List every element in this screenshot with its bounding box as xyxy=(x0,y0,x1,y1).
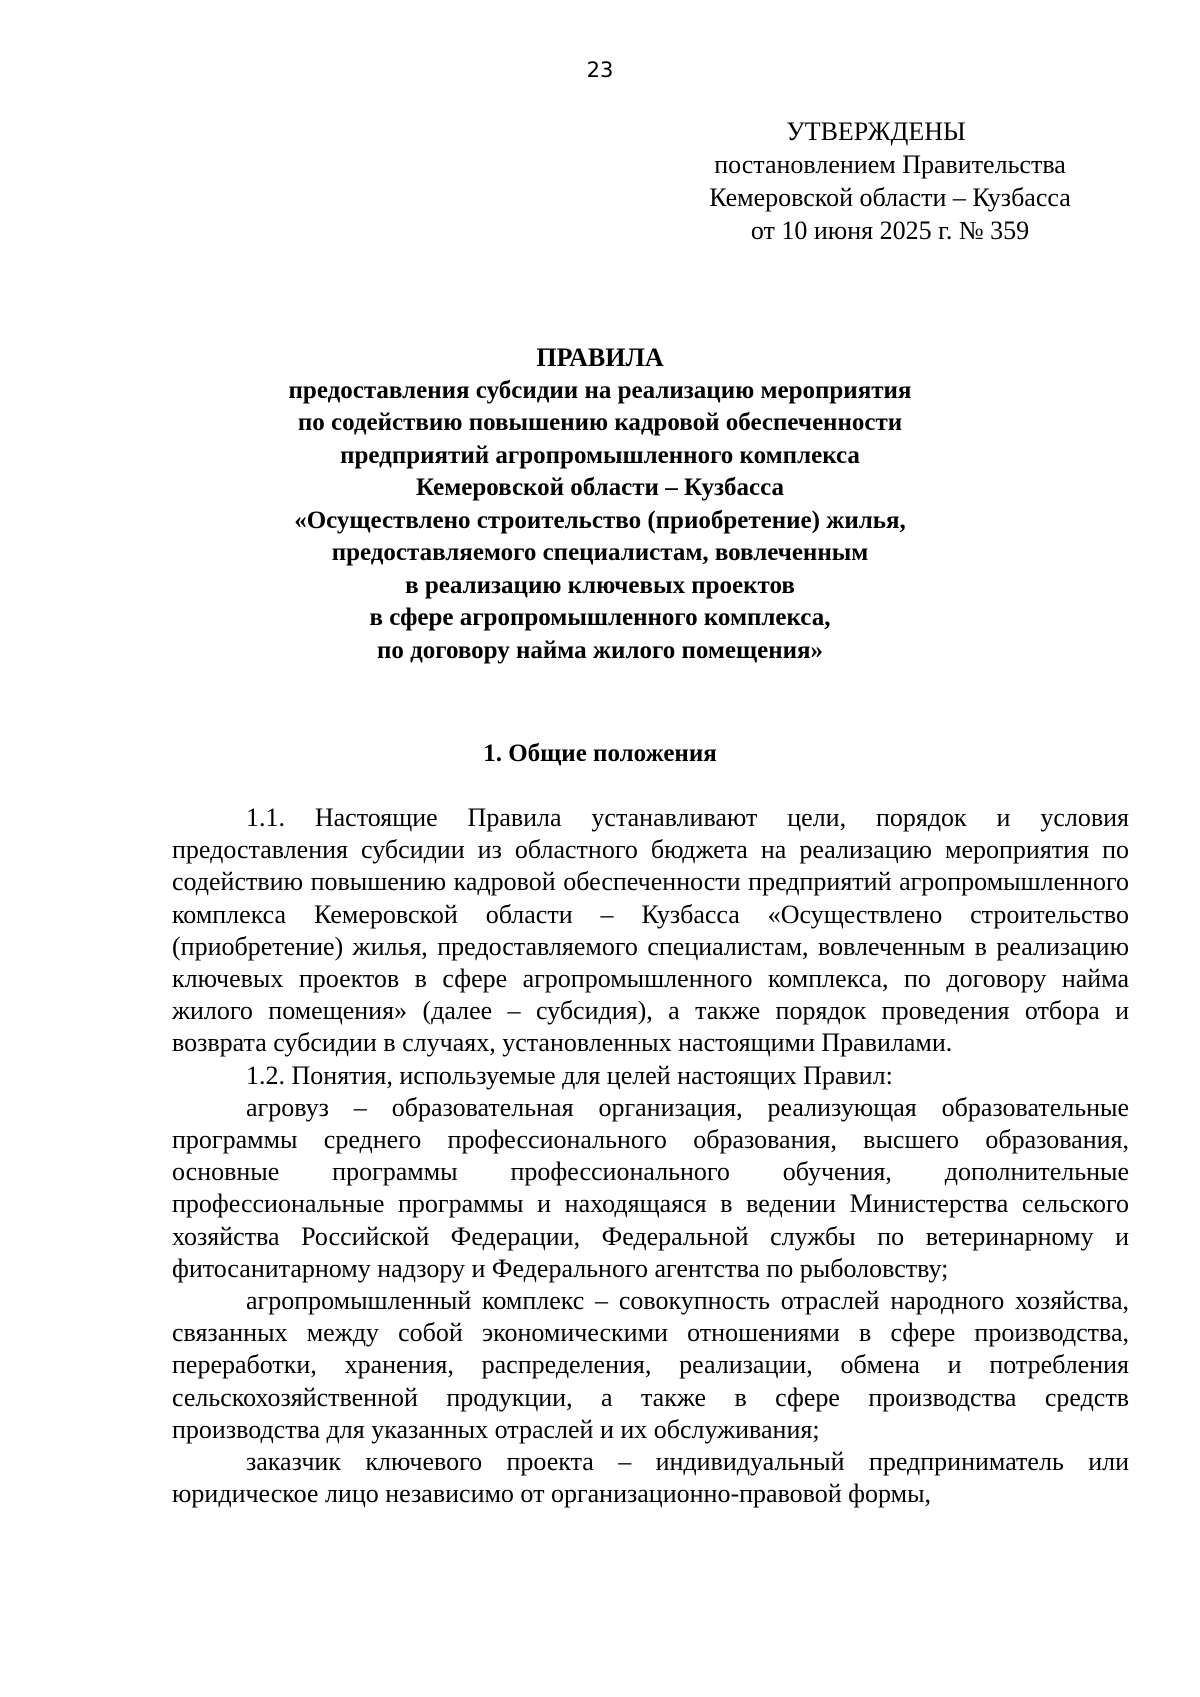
page-number: 23 xyxy=(586,58,614,82)
document-subtitle-line: в сфере агропромышленного комплекса, xyxy=(369,604,831,631)
document-subtitle-line: Кемеровской области – Кузбасса xyxy=(415,474,785,501)
approval-line: от 10 июня 2025 г. № 359 xyxy=(750,216,1030,245)
document-subtitle-line: по договору найма жилого помещения» xyxy=(376,636,824,664)
paragraph: 1.2. Понятия, используемые для целей настоящих Правил: xyxy=(246,1060,893,1090)
document-title-block xyxy=(200,342,1000,667)
document-subtitle-line: в реализацию ключевых проектов xyxy=(405,571,795,599)
paragraph: агропромышленный комплекс – совокупность отраслей народного хозяйства, связанных между собой экономическими отношениями в сфере производства, переработки, хранения, распределения, реализации, обмена и потребления сельскохозяйственной продукции, а также в сфере производства средств производства для указанных отраслей и их обслуживания; xyxy=(172,1286,1129,1444)
document-subtitle-line: «Осуществлено строительство (приобретение) жилья, xyxy=(294,506,906,534)
paragraph: агровуз – образовательная организация, реализующая образовательные программы среднего профессионального образования, высшего образования, основные программы профессионального обучения, дополнительные профессиональные программы и находящаяся в ведении Министерства сельского хозяйства Российской Федерации, Федеральной службы по ветеринарному и фитосанитарному надзору и Федерального агентства по рыболовству; xyxy=(172,1092,1129,1283)
document-subtitle-line: предприятий агропромышленного комплекса xyxy=(340,441,860,469)
document-subtitle-line: предоставления субсидии на реализацию мероприятия xyxy=(288,376,912,404)
approval-line: постановлением Правительства xyxy=(714,150,1066,179)
section-heading: 1. Общие положения xyxy=(483,740,717,767)
document-body xyxy=(172,802,1129,1510)
document-subtitle-line: предоставляемого специалистам, вовлеченным xyxy=(331,539,869,566)
document-title: ПРАВИЛА xyxy=(536,343,664,372)
document-subtitle-line: по содействию повышению кадровой обеспеченности xyxy=(297,409,903,436)
approval-line: Кемеровской области – Кузбасса xyxy=(709,183,1071,212)
paragraph: 1.1. Настоящие Правила устанавливают цели, порядок и условия предоставления субсидии из областного бюджета на реализацию мероприятия по содействию повышению кадровой обеспеченности предприятий агропромышленного комплекса Кемеровской области – Кузбасса «Осуществлено строительство (приобретение) жилья, предоставляемого специалистам, вовлеченным в реализацию ключевых проектов в сфере агропромышленного комплекса, по договору найма жилого помещения» (далее – субсидия), а также порядок проведения отбора и возврата субсидии в случаях, установленных настоящими Правилами. xyxy=(172,803,1129,1058)
approval-block xyxy=(680,115,1100,247)
approval-line: УТВЕРЖДЕНЫ xyxy=(786,117,966,146)
paragraph: заказчик ключевого проекта – индивидуальный предприниматель или юридическое лицо независимо от организационно-правовой формы, xyxy=(172,1447,1129,1509)
